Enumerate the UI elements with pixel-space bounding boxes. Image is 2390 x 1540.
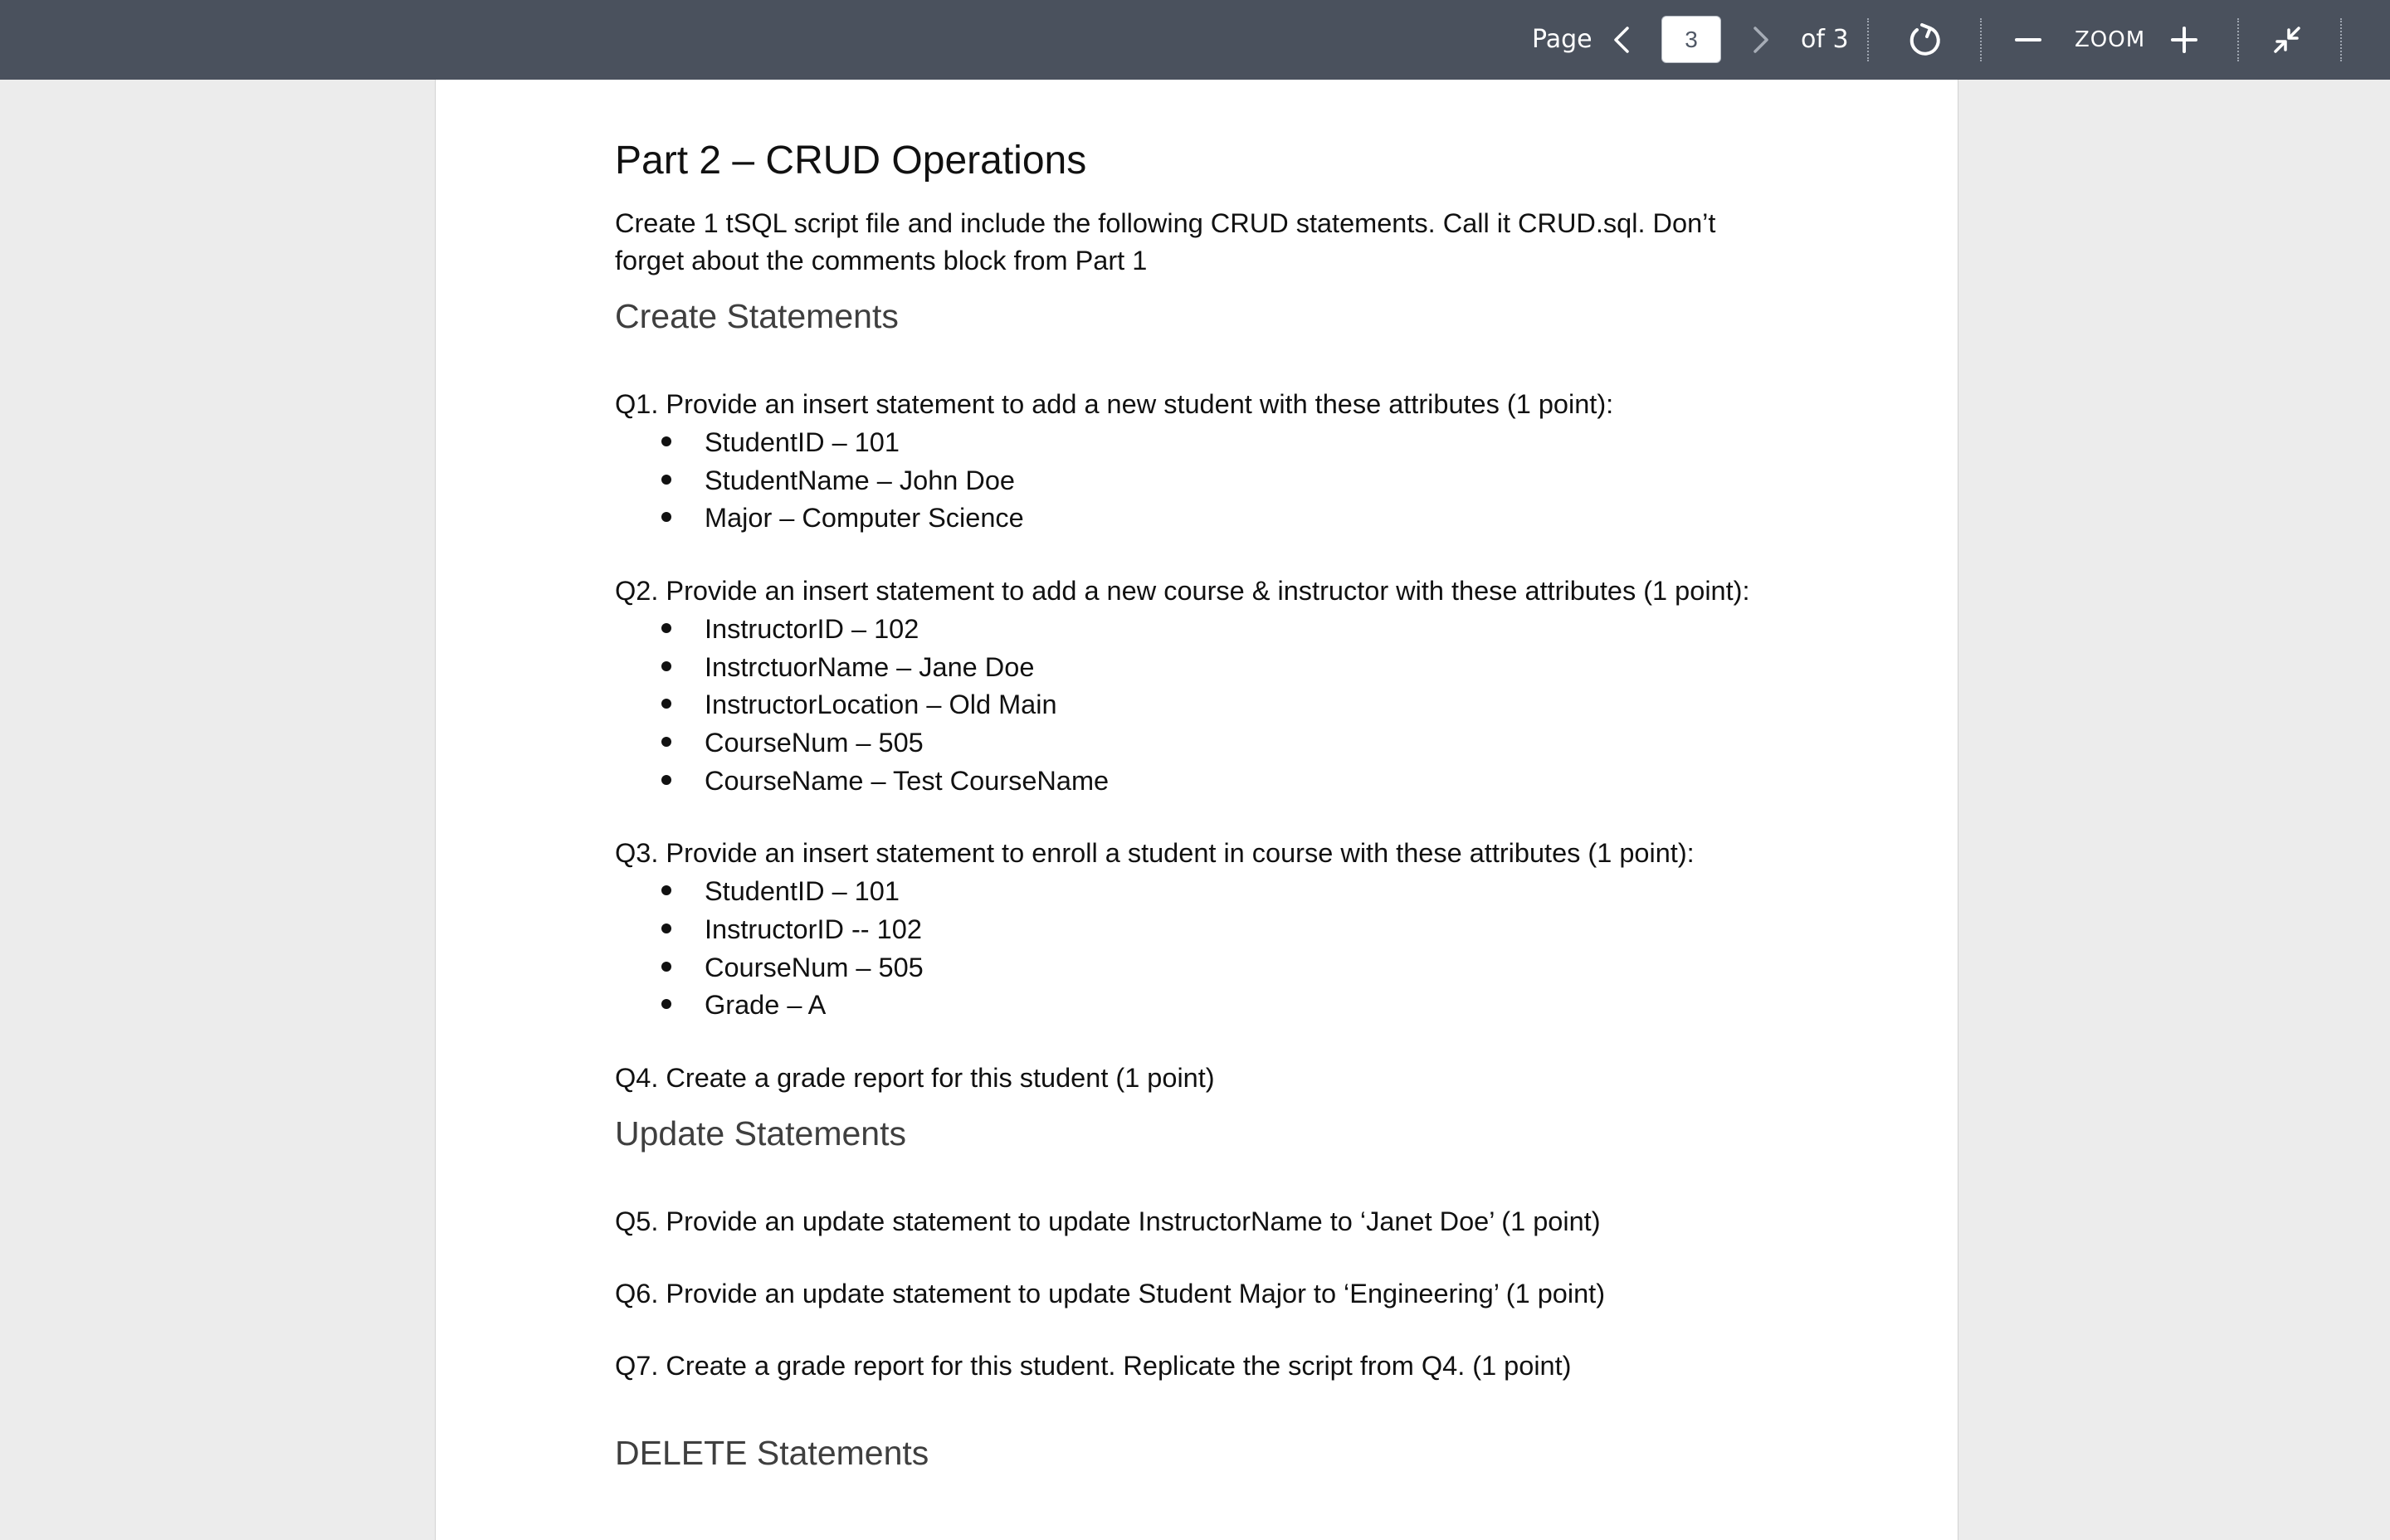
rotate-button[interactable] bbox=[1900, 15, 1950, 65]
bullet-icon bbox=[661, 737, 671, 747]
question-q1: Q1. Provide an insert statement to add a new student with these attributes (1 point): bbox=[615, 389, 1614, 419]
question-q4: Q4. Create a grade report for this student (1 point) bbox=[615, 1063, 1215, 1093]
list-item: CourseNum – 505 bbox=[705, 953, 924, 982]
bullet-icon bbox=[661, 623, 671, 633]
list-item: Grade – A bbox=[705, 990, 827, 1020]
zoom-in-button[interactable] bbox=[2159, 15, 2209, 65]
toolbar-divider bbox=[2340, 18, 2342, 61]
page-title: Part 2 – CRUD Operations bbox=[615, 139, 1087, 183]
list-item: StudentID – 101 bbox=[705, 427, 900, 457]
bullet-icon bbox=[661, 775, 671, 785]
pdf-toolbar bbox=[0, 0, 2390, 80]
page-number-input[interactable]: 3 bbox=[1661, 16, 1721, 63]
bullet-icon bbox=[661, 699, 671, 709]
section-heading-update: Update Statements bbox=[615, 1114, 906, 1153]
previous-page-button[interactable] bbox=[1605, 17, 1638, 63]
next-page-button[interactable] bbox=[1744, 17, 1778, 63]
rotate-icon bbox=[1907, 22, 1944, 58]
list-item: StudentName – John Doe bbox=[705, 465, 1015, 495]
list-item: StudentID – 101 bbox=[705, 876, 900, 906]
list-item: InstructorID -- 102 bbox=[705, 914, 922, 944]
toolbar-divider bbox=[1980, 18, 1982, 61]
list-item: CourseNum – 505 bbox=[705, 728, 924, 758]
bullet-icon bbox=[661, 962, 671, 972]
bullet-icon bbox=[661, 999, 671, 1009]
bullet-icon bbox=[661, 924, 671, 933]
intro-text-line: Create 1 tSQL script file and include the following CRUD statements. Call it CRUD.sql. Don’t bbox=[615, 208, 1716, 238]
document-page bbox=[435, 80, 1958, 1540]
zoom-label: ZOOM bbox=[2075, 27, 2146, 52]
question-q5: Q5. Provide an update statement to update InstructorName to ‘Janet Doe’ (1 point) bbox=[615, 1206, 1601, 1236]
plus-icon bbox=[2169, 25, 2199, 55]
list-item: InstrctuorName – Jane Doe bbox=[705, 652, 1035, 682]
toolbar-divider bbox=[2237, 18, 2239, 61]
question-q7: Q7. Create a grade report for this student. Replicate the script from Q4. (1 point) bbox=[615, 1351, 1572, 1381]
exit-fullscreen-button[interactable] bbox=[2262, 15, 2312, 65]
minus-icon bbox=[2013, 25, 2043, 55]
bullet-icon bbox=[661, 475, 671, 485]
bullet-icon bbox=[661, 885, 671, 895]
list-item: InstructorID – 102 bbox=[705, 614, 919, 644]
list-item: InstructorLocation – Old Main bbox=[705, 690, 1057, 719]
intro-text-line: forget about the comments block from Part 1 bbox=[615, 246, 1148, 275]
bullet-icon bbox=[661, 436, 671, 446]
chevron-right-icon bbox=[1751, 26, 1771, 54]
section-heading-create: Create Statements bbox=[615, 297, 899, 335]
section-heading-delete: DELETE Statements bbox=[615, 1434, 929, 1472]
question-q2: Q2. Provide an insert statement to add a new course & instructor with these attributes (1 point): bbox=[615, 576, 1750, 606]
page-count-label: of 3 bbox=[1801, 25, 1849, 54]
bullet-icon bbox=[661, 661, 671, 671]
list-item: Major – Computer Science bbox=[705, 503, 1024, 533]
bullet-icon bbox=[661, 512, 671, 522]
chevron-left-icon bbox=[1612, 26, 1632, 54]
toolbar-divider bbox=[1867, 18, 1869, 61]
question-q6: Q6. Provide an update statement to update Student Major to ‘Engineering’ (1 point) bbox=[615, 1279, 1606, 1309]
question-q3: Q3. Provide an insert statement to enroll a student in course with these attributes (1 point): bbox=[615, 838, 1695, 868]
zoom-out-button[interactable] bbox=[2003, 15, 2053, 65]
collapse-icon bbox=[2270, 23, 2304, 56]
list-item: CourseName – Test CourseName bbox=[705, 766, 1110, 796]
page-label: Page bbox=[1532, 25, 1593, 54]
